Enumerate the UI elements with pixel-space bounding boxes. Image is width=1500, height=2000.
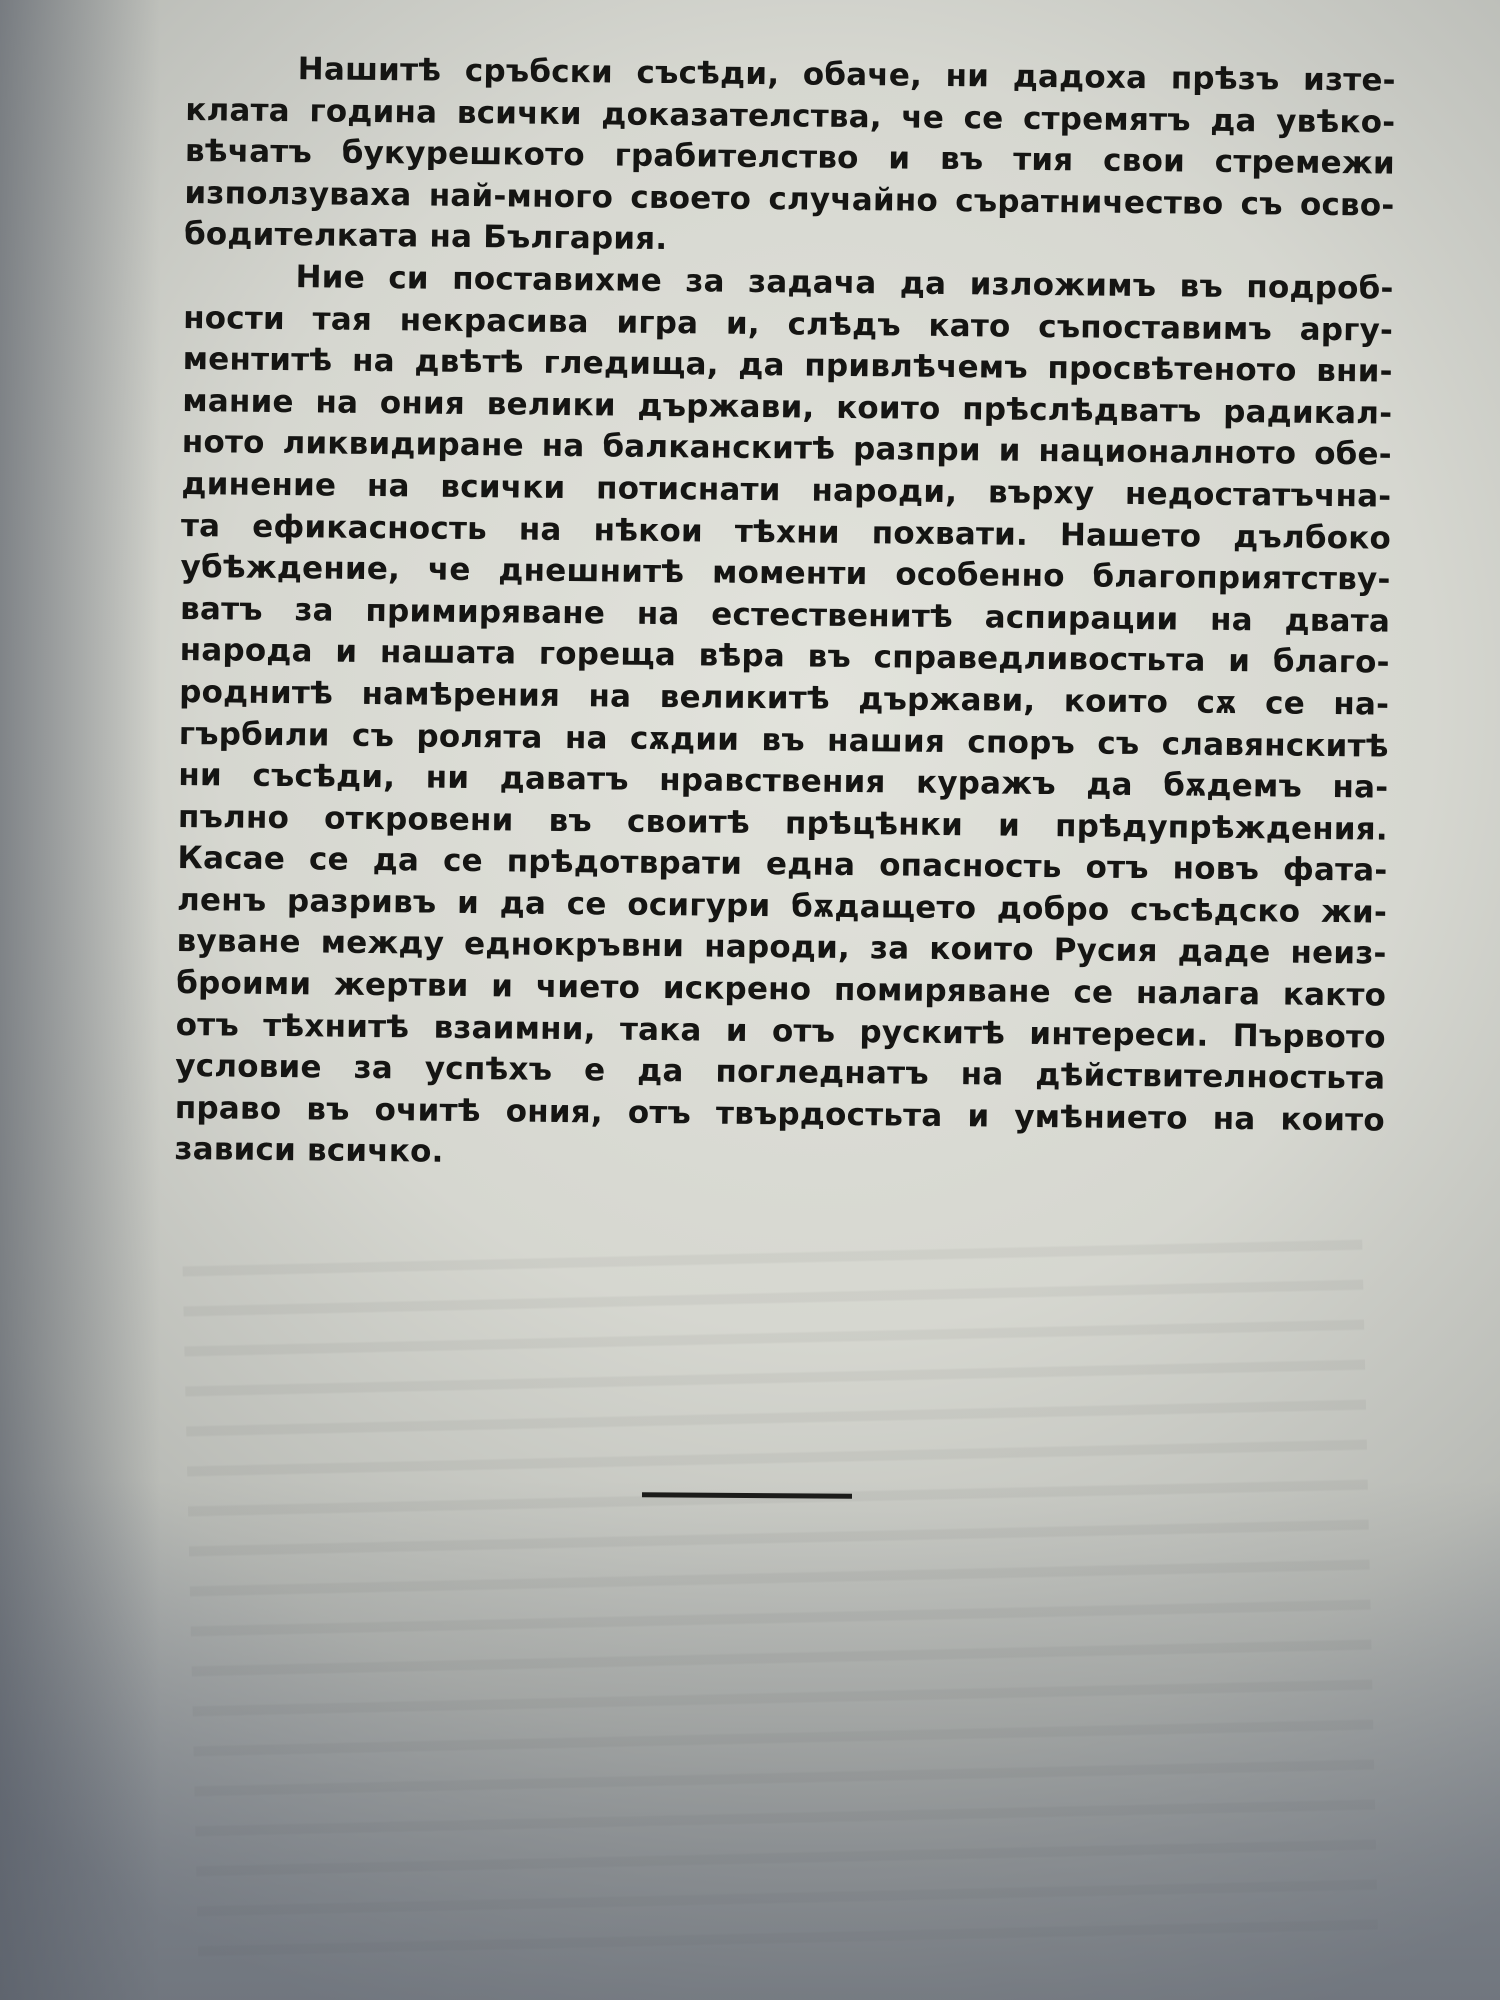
paragraph-2 (174, 256, 1394, 1184)
text-line: отъ тѣхнитѣ взаимни, така и отъ рускитѣ интереси. Първото (175, 1006, 1386, 1056)
paragraph-1 (184, 48, 1396, 269)
text-line: Нашитѣ сръбски съсѣди, обаче, ни дадоха прѣзъ изте- (297, 51, 1396, 99)
text-line: условие за успѣхъ е да погледнатъ на дѣйствителностьта (175, 1048, 1386, 1097)
text-line: ното ликвидиране на балканскитѣ разпри и националното обе- (181, 424, 1392, 473)
text-line: право въ очитѣ ония, отъ твърдостьта и умѣнието на които (174, 1089, 1386, 1139)
text-line: гърбили съ ролята на сѫдии въ нашия споръ съ славянскитѣ (178, 715, 1389, 765)
text-line: динение на всички потиснати народи, върху недостатъчна- (181, 465, 1392, 515)
text-line: вѣчатъ букурешкото грабителство и въ тия свои стремежи (184, 133, 1396, 182)
text-line: бодителката на България. (183, 216, 668, 258)
body-text (174, 48, 1396, 1184)
text-line: мание на ония велики държави, които прѣслѣдватъ радикал- (182, 382, 1393, 432)
text-line: ментитѣ на двѣтѣ гледища, да привлѣчемъ просвѣтеното вни- (182, 341, 1393, 390)
text-line: използуваха най-много своето случайно съратничество съ осво- (184, 174, 1395, 224)
text-line: убѣждение, че днешнитѣ моменти особенно благоприятству- (180, 549, 1391, 598)
text-line: зависи всичко. (174, 1131, 444, 1171)
text-line: ни съсѣди, ни даватъ нравствения куражъ да бѫдемъ на- (178, 757, 1389, 806)
text-line: Ние си поставихме за задача да изложимъ въ подроб- (295, 259, 1394, 307)
text-line: клата година всички доказателства, че се стремятъ да увѣко- (185, 91, 1396, 141)
text-line: вуване между еднокръвни народи, за които Русия даде неиз- (176, 923, 1387, 973)
text-line: ности тая некрасива игра и, слѣдъ като съпоставимъ аргу- (182, 299, 1394, 349)
text-line: та ефикасность на нѣкои тѣхни похвати. Нашето дълбоко (180, 507, 1392, 557)
text-line: броими жертви и чието искрено помиряване се налага както (176, 965, 1387, 1014)
text-line: народа и нашата гореща вѣра въ справедливостьта и благо- (179, 632, 1390, 681)
text-line: Касае се да се прѣдотврати една опасность отъ новъ фата- (177, 840, 1388, 889)
page-shadow-bottom (0, 1480, 1500, 2000)
text-line: ленъ разривъ и да се осигури бѫдащето добро съсѣдско жи- (176, 881, 1388, 931)
text-line: роднитѣ намѣрения на великитѣ държави, които сѫ се на- (179, 673, 1390, 723)
text-line: ватъ за примиряване на естественитѣ аспирации на двата (179, 590, 1391, 640)
text-line: пълно откровени въ своитѣ прѣцѣнки и прѣдупрѣждения. (177, 798, 1389, 848)
